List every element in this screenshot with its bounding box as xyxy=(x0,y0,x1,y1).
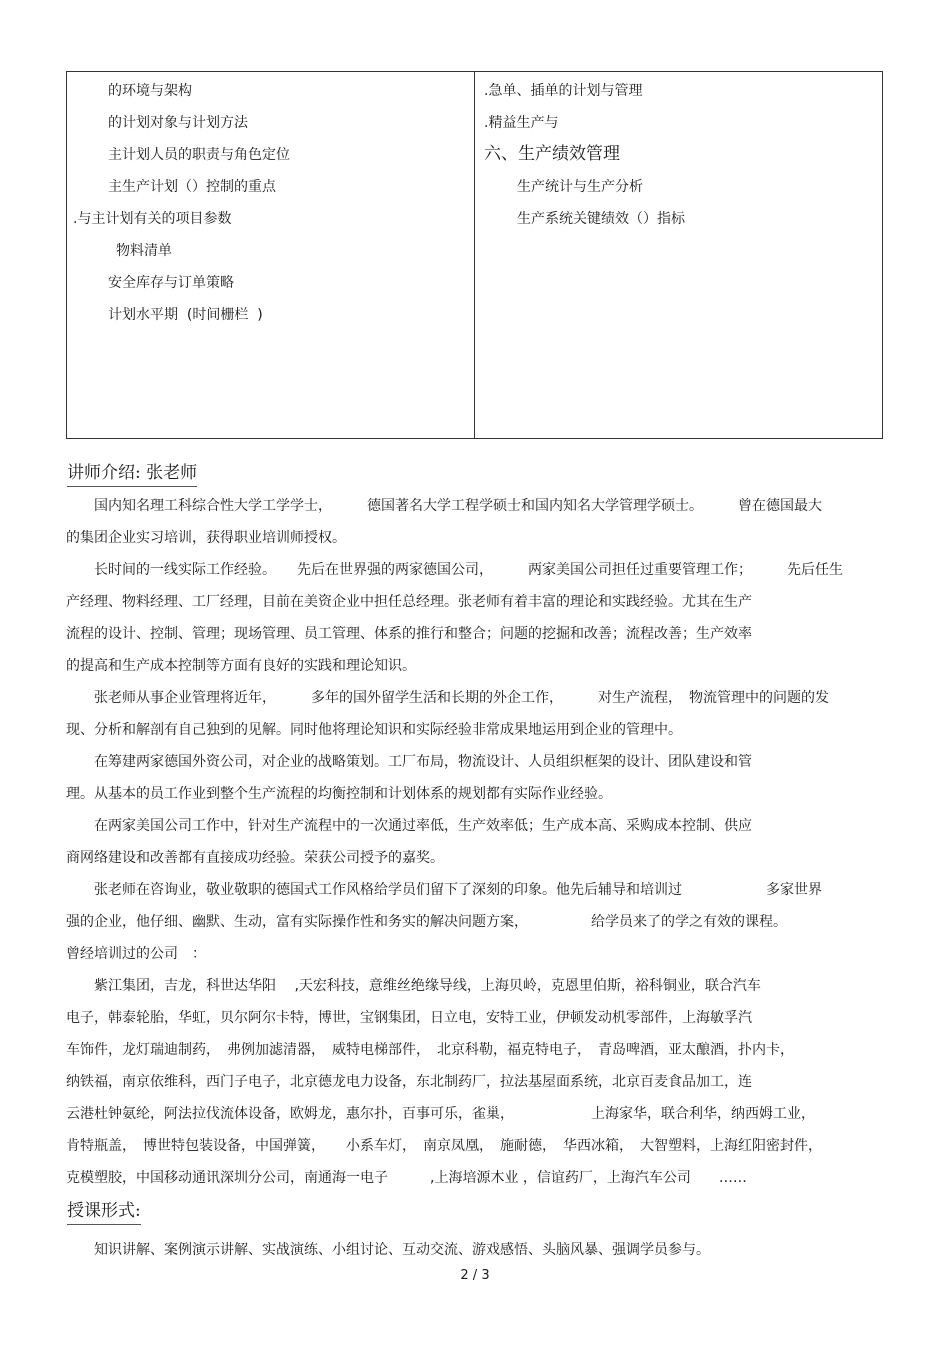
syllabus-item: 的环境与架构 xyxy=(108,83,192,99)
companies-line: 纳铁福，南京依维科，西门子电子，北京德龙电力设备，东北制药厂，拉法基屋面系统，北京百麦食品加工，连 xyxy=(66,1074,752,1090)
syllabus-item: 计划水平期 (时间栅栏 ) xyxy=(108,307,263,323)
syllabus-item: .与主计划有关的项目参数 xyxy=(73,211,232,227)
companies-label: 曾经培训过的公司 ： xyxy=(66,946,206,962)
instructor-paragraph xyxy=(66,490,881,554)
syllabus-left-column xyxy=(67,72,475,438)
teaching-colon: : xyxy=(135,1201,141,1221)
paragraph-line: 的提高和生产成本控制等方面有良好的实践和理论知识。 xyxy=(66,658,416,674)
companies-line: 车饰件，龙灯瑞迪制药， 弗例加滤清器， 威特电梯部件， 北京科勒，福克特电子， 青岛啤酒，亚太酿酒，扑内卡， xyxy=(66,1042,794,1058)
instructor-paragraph xyxy=(66,810,881,874)
syllabus-item: .精益生产与 xyxy=(484,115,559,131)
paragraph-line: 在两家美国公司工作中，针对生产流程中的一次通过率低，生产效率低；生产成本高、采购成本控制、供应 xyxy=(66,818,752,834)
paragraph-line: 的集团企业实习培训，获得职业培训师授权。 xyxy=(66,530,346,546)
syllabus-item: .急单、插单的计划与管理 xyxy=(484,83,643,99)
paragraph-line: 流程的设计、控制、管理；现场管理、员工管理、体系的推行和整合；问题的挖掘和改善；流程改善；生产效率 xyxy=(66,626,752,642)
instructor-paragraph xyxy=(66,874,881,970)
teaching-heading xyxy=(67,1199,141,1225)
page-number: 2 / 3 xyxy=(460,1268,490,1283)
paragraph-line: 在筹建两家德国外资公司，对企业的战略策划。工厂布局，物流设计、人员组织框架的设计、团队建设和管 xyxy=(66,754,752,770)
paragraph-line: 理。从基本的员工作业到整个生产流程的均衡控制和计划体系的规划都有实际作业经验。 xyxy=(66,786,612,802)
instructor-colon: : xyxy=(135,463,141,483)
instructor-label: 讲师介绍 xyxy=(67,463,135,483)
syllabus-item: 安全库存与订单策略 xyxy=(108,275,234,291)
instructor-paragraph xyxy=(66,554,881,682)
syllabus-item: 主计划人员的职责与角色定位 xyxy=(108,147,290,163)
paragraph-line: 张老师在咨询业，敬业敬职的德国式工作风格给学员们留下了深刻的印象。他先后辅导和培训过 多家世界 xyxy=(66,882,822,898)
paragraph-line: 商网络建设和改善都有直接成功经验。荣获公司授予的嘉奖。 xyxy=(66,850,444,866)
companies-line: 紫江集团，吉龙，科世达华阳 ,天宏科技，意维丝绝缘导线，上海贝岭，克恩里伯斯，裕科铜业，联合汽车 xyxy=(66,978,761,994)
syllabus-item: 物料清单 xyxy=(116,243,172,259)
syllabus-table xyxy=(66,71,883,439)
companies-line: 克模塑胶，中国移动通讯深圳分公司，南通海一电子 ,上海培源木业 ，信谊药厂，上海汽车公司 …… xyxy=(66,1170,747,1186)
paragraph-line: 现、分析和解剖有自己独到的见解。同时他将理论知识和实际经验非常成果地运用到企业的管理中。 xyxy=(66,722,682,738)
instructor-paragraph xyxy=(66,682,881,746)
instructor-name: 张老师 xyxy=(146,463,198,483)
syllabus-item: 的计划对象与计划方法 xyxy=(108,115,248,131)
instructor-heading xyxy=(67,461,197,487)
companies-list xyxy=(66,970,881,1194)
syllabus-item: 生产统计与生产分析 xyxy=(517,179,643,195)
teaching-paragraph xyxy=(66,1234,881,1266)
paragraph-line: 国内知名理工科综合性大学工学学士， 德国著名大学工程学硕士和国内知名大学管理学硕士。 曾在德国最大 xyxy=(66,498,822,514)
paragraph-line: 张老师从事企业管理将近年， 多年的国外留学生活和长期的外企工作， 对生产流程， 物流管理中的问题的发 xyxy=(66,690,829,706)
paragraph-line: 知识讲解、案例演示讲解、实战演练、小组讨论、互动交流、游戏感悟、头脑风暴、强调学员参与。 xyxy=(66,1242,710,1258)
paragraph-line: 产经理、物料经理、工厂经理，目前在美资企业中担任总经理。张老师有着丰富的理论和实践经验。尤其在生产 xyxy=(66,594,752,610)
syllabus-section-heading: 六、生产绩效管理 xyxy=(484,144,620,164)
companies-line: 肯特瓶盖， 博世特包装设备，中国弹簧， 小系车灯， 南京凤凰， 施耐德， 华西冰箱， 大智塑料，上海红阳密封件， xyxy=(66,1138,822,1154)
companies-line: 电子，韩泰轮胎，华虹，贝尔阿尔卡特，博世，宝钢集团，日立电，安特工业，伊顿发动机零部件，上海敏孚汽 xyxy=(66,1010,752,1026)
teaching-label: 授课形式 xyxy=(67,1201,135,1221)
paragraph-line: 强的企业，他仔细、幽默、生动，富有实际操作性和务实的解决问题方案， 给学员来了的学之有效的课程。 xyxy=(66,914,787,930)
instructor-paragraph xyxy=(66,746,881,810)
companies-line: 云港杜钟氨纶，阿法拉伐流体设备，欧姆龙，惠尔扑，百事可乐，雀巢， 上海家华，联合利华，纳西姆工业， xyxy=(66,1106,815,1122)
paragraph-line: 长时间的一线实际工作经验。 先后在世界强的两家德国公司， 两家美国公司担任过重要管理工作； 先后任生 xyxy=(66,562,843,578)
syllabus-right-column xyxy=(475,72,882,438)
syllabus-item: 主生产计划（）控制的重点 xyxy=(108,179,276,195)
syllabus-item: 生产系统关键绩效（）指标 xyxy=(517,211,685,227)
